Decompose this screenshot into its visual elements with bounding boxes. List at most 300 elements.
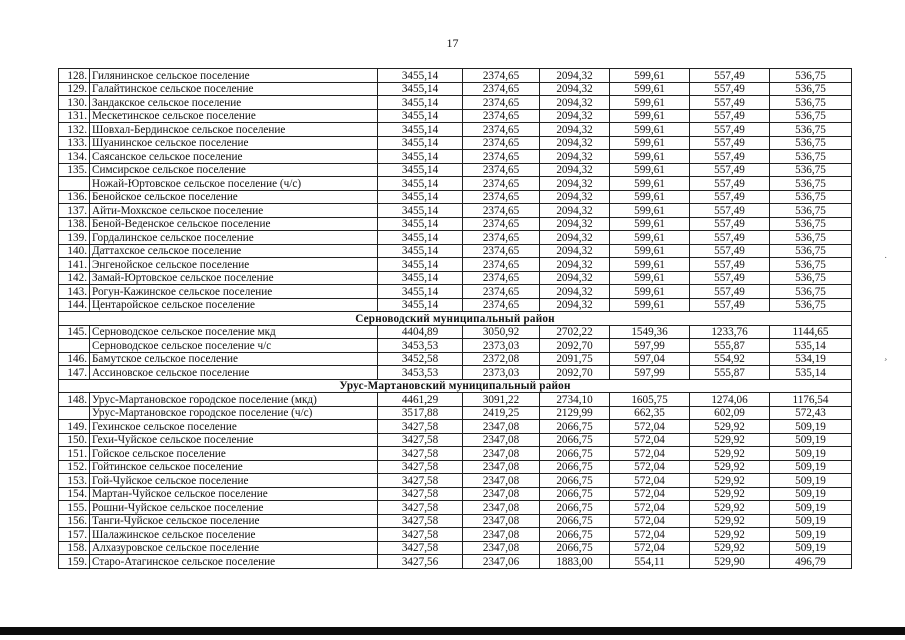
value-cell: 3427,56: [378, 555, 463, 569]
section-title: Урус-Мартановский муниципальный район: [59, 379, 852, 393]
table-row: [59, 555, 852, 569]
value-cell: 509,19: [770, 420, 852, 434]
value-cell: 2347,08: [463, 474, 540, 488]
value-cell: 3427,58: [378, 541, 463, 555]
value-cell: 509,19: [770, 447, 852, 461]
value-cell: 572,04: [610, 447, 690, 461]
table-row: [59, 136, 852, 150]
value-cell: 2094,32: [540, 109, 610, 123]
row-number: 147.: [59, 366, 90, 380]
settlement-name: Замай-Юртовское сельское поселение: [90, 271, 378, 285]
settlement-name: Гехи-Чуйское сельское поселение: [90, 433, 378, 447]
settlement-name: Ножай-Юртовское сельское поселение (ч/с): [90, 177, 378, 191]
value-cell: 529,90: [690, 555, 770, 569]
table-row: [59, 393, 852, 407]
value-cell: 599,61: [610, 231, 690, 245]
settlement-name: Галайтинское сельское поселение: [90, 82, 378, 96]
value-cell: 599,61: [610, 123, 690, 137]
value-cell: 557,49: [690, 163, 770, 177]
scan-bottom-edge: [0, 627, 905, 635]
value-cell: 3517,88: [378, 406, 463, 420]
value-cell: 599,61: [610, 109, 690, 123]
table-row: [59, 501, 852, 515]
row-number: 151.: [59, 447, 90, 461]
value-cell: 2374,65: [463, 298, 540, 312]
value-cell: 509,19: [770, 514, 852, 528]
value-cell: 496,79: [770, 555, 852, 569]
value-cell: 2066,75: [540, 487, 610, 501]
value-cell: 3455,14: [378, 69, 463, 83]
value-cell: 509,19: [770, 460, 852, 474]
value-cell: 1144,65: [770, 325, 852, 339]
row-number: 139.: [59, 231, 90, 245]
value-cell: 2347,08: [463, 514, 540, 528]
scan-speck: ˙: [884, 256, 888, 267]
value-cell: 3455,14: [378, 271, 463, 285]
row-number: 142.: [59, 271, 90, 285]
settlement-name: Шалажинское сельское поселение: [90, 528, 378, 542]
value-cell: 557,49: [690, 258, 770, 272]
value-cell: 599,61: [610, 96, 690, 110]
settlement-name: Урус-Мартановское городское поселение (мкд): [90, 393, 378, 407]
value-cell: 2374,65: [463, 109, 540, 123]
table-row: [59, 433, 852, 447]
settlement-name: Зандакское сельское поселение: [90, 96, 378, 110]
value-cell: 3455,14: [378, 177, 463, 191]
settlement-name: Алхазуровское сельское поселение: [90, 541, 378, 555]
value-cell: 2129,99: [540, 406, 610, 420]
value-cell: 3427,58: [378, 501, 463, 515]
value-cell: 529,92: [690, 501, 770, 515]
value-cell: 557,49: [690, 298, 770, 312]
value-cell: 2094,32: [540, 217, 610, 231]
value-cell: 597,99: [610, 339, 690, 353]
value-cell: 557,49: [690, 217, 770, 231]
table-row: [59, 339, 852, 353]
row-number: 155.: [59, 501, 90, 515]
value-cell: 557,49: [690, 271, 770, 285]
settlement-name: Беной-Веденское сельское поселение: [90, 217, 378, 231]
value-cell: 2347,08: [463, 460, 540, 474]
table-row: [59, 474, 852, 488]
row-number: 134.: [59, 150, 90, 164]
value-cell: 3455,14: [378, 285, 463, 299]
settlement-name: Мартан-Чуйское сельское поселение: [90, 487, 378, 501]
value-cell: 534,19: [770, 352, 852, 366]
value-cell: 2094,32: [540, 204, 610, 218]
settlement-name: Бамутское сельское поселение: [90, 352, 378, 366]
value-cell: 3455,14: [378, 123, 463, 137]
settlement-name: Центаройское сельское поселение: [90, 298, 378, 312]
row-number: 148.: [59, 393, 90, 407]
settlement-name: Серноводское сельское поселение мкд: [90, 325, 378, 339]
settlement-name: Рогун-Кажинское сельское поселение: [90, 285, 378, 299]
table-row: [59, 325, 852, 339]
value-cell: 529,92: [690, 541, 770, 555]
value-cell: 3455,14: [378, 298, 463, 312]
settlement-name: Саясанское сельское поселение: [90, 150, 378, 164]
table-row: [59, 96, 852, 110]
value-cell: 2066,75: [540, 474, 610, 488]
value-cell: 3455,14: [378, 190, 463, 204]
value-cell: 572,43: [770, 406, 852, 420]
value-cell: 3455,14: [378, 150, 463, 164]
table-row: [59, 541, 852, 555]
value-cell: 2374,65: [463, 177, 540, 191]
value-cell: 2374,65: [463, 231, 540, 245]
row-number: 156.: [59, 514, 90, 528]
value-cell: 2094,32: [540, 298, 610, 312]
section-header-row: [59, 312, 852, 326]
value-cell: 536,75: [770, 271, 852, 285]
value-cell: 509,19: [770, 541, 852, 555]
value-cell: 599,61: [610, 258, 690, 272]
table-row: [59, 487, 852, 501]
table-row: [59, 460, 852, 474]
value-cell: 536,75: [770, 163, 852, 177]
value-cell: 2347,08: [463, 433, 540, 447]
table-row: [59, 352, 852, 366]
value-cell: 2094,32: [540, 163, 610, 177]
table-row: [59, 298, 852, 312]
value-cell: 554,92: [690, 352, 770, 366]
value-cell: 536,75: [770, 204, 852, 218]
value-cell: 3091,22: [463, 393, 540, 407]
value-cell: 1883,00: [540, 555, 610, 569]
value-cell: 2094,32: [540, 96, 610, 110]
value-cell: 599,61: [610, 150, 690, 164]
settlement-name: Шовхал-Бердинское сельское поселение: [90, 123, 378, 137]
row-number: 130.: [59, 96, 90, 110]
table-row: [59, 420, 852, 434]
table-row: [59, 82, 852, 96]
value-cell: 529,92: [690, 420, 770, 434]
table-row: [59, 123, 852, 137]
value-cell: 529,92: [690, 447, 770, 461]
value-cell: 2374,65: [463, 163, 540, 177]
value-cell: 3427,58: [378, 474, 463, 488]
value-cell: 2374,65: [463, 217, 540, 231]
value-cell: 599,61: [610, 271, 690, 285]
value-cell: 2066,75: [540, 501, 610, 515]
value-cell: 535,14: [770, 366, 852, 380]
settlement-name: Бенойское сельское поселение: [90, 190, 378, 204]
value-cell: 1274,06: [690, 393, 770, 407]
table-body: [59, 69, 852, 569]
value-cell: 536,75: [770, 258, 852, 272]
value-cell: 2094,32: [540, 150, 610, 164]
value-cell: 4404,89: [378, 325, 463, 339]
settlement-name: Гехинское сельское поселение: [90, 420, 378, 434]
value-cell: 2374,65: [463, 190, 540, 204]
value-cell: 536,75: [770, 231, 852, 245]
row-number: 128.: [59, 69, 90, 83]
settlement-name: Гордалинское сельское поселение: [90, 231, 378, 245]
row-number: 150.: [59, 433, 90, 447]
value-cell: 3455,14: [378, 96, 463, 110]
value-cell: 2094,32: [540, 285, 610, 299]
settlement-name: Урус-Мартановское городское поселение (ч/с): [90, 406, 378, 420]
value-cell: 536,75: [770, 285, 852, 299]
value-cell: 557,49: [690, 136, 770, 150]
row-number: 146.: [59, 352, 90, 366]
value-cell: 3427,58: [378, 487, 463, 501]
settlement-name: Танги-Чуйское сельское поселение: [90, 514, 378, 528]
value-cell: 536,75: [770, 69, 852, 83]
value-cell: 2374,65: [463, 150, 540, 164]
settlement-name: Ассиновское сельское поселение: [90, 366, 378, 380]
row-number: 129.: [59, 82, 90, 96]
value-cell: 2734,10: [540, 393, 610, 407]
page-number: 17: [446, 36, 459, 50]
value-cell: 2066,75: [540, 514, 610, 528]
row-number: 158.: [59, 541, 90, 555]
value-cell: 572,04: [610, 514, 690, 528]
settlement-name: Айти-Мохкское сельское поселение: [90, 204, 378, 218]
row-number: [59, 339, 90, 353]
value-cell: 557,49: [690, 231, 770, 245]
value-cell: 599,61: [610, 177, 690, 191]
table-row: [59, 163, 852, 177]
row-number: 143.: [59, 285, 90, 299]
value-cell: 599,61: [610, 190, 690, 204]
settlement-name: Симсирское сельское поселение: [90, 163, 378, 177]
settlement-name: Серноводское сельское поселение ч/с: [90, 339, 378, 353]
value-cell: 557,49: [690, 109, 770, 123]
table-row: [59, 528, 852, 542]
value-cell: 2347,08: [463, 447, 540, 461]
value-cell: 599,61: [610, 298, 690, 312]
value-cell: 597,99: [610, 366, 690, 380]
row-number: 133.: [59, 136, 90, 150]
value-cell: 509,19: [770, 501, 852, 515]
table-row: [59, 514, 852, 528]
row-number: 131.: [59, 109, 90, 123]
table-row: [59, 285, 852, 299]
value-cell: 557,49: [690, 96, 770, 110]
value-cell: 3427,58: [378, 460, 463, 474]
value-cell: 536,75: [770, 244, 852, 258]
value-cell: 529,92: [690, 433, 770, 447]
row-number: 138.: [59, 217, 90, 231]
row-number: 154.: [59, 487, 90, 501]
settlement-name: Рошни-Чуйское сельское поселение: [90, 501, 378, 515]
value-cell: 557,49: [690, 177, 770, 191]
value-cell: 554,11: [610, 555, 690, 569]
row-number: [59, 406, 90, 420]
value-cell: 2374,65: [463, 82, 540, 96]
settlement-name: Гой-Чуйское сельское поселение: [90, 474, 378, 488]
value-cell: 3427,58: [378, 433, 463, 447]
value-cell: 2094,32: [540, 82, 610, 96]
value-cell: 536,75: [770, 190, 852, 204]
value-cell: 3455,14: [378, 109, 463, 123]
value-cell: 536,75: [770, 150, 852, 164]
value-cell: 599,61: [610, 136, 690, 150]
value-cell: 2091,75: [540, 352, 610, 366]
value-cell: 599,61: [610, 204, 690, 218]
value-cell: 2374,65: [463, 136, 540, 150]
row-number: 153.: [59, 474, 90, 488]
value-cell: 3427,58: [378, 514, 463, 528]
value-cell: 3455,14: [378, 217, 463, 231]
value-cell: 557,49: [690, 204, 770, 218]
value-cell: 2094,32: [540, 136, 610, 150]
row-number: 144.: [59, 298, 90, 312]
table-row: [59, 150, 852, 164]
value-cell: 599,61: [610, 69, 690, 83]
settlement-name: Энгенойское сельское поселение: [90, 258, 378, 272]
value-cell: 2374,65: [463, 285, 540, 299]
value-cell: 2066,75: [540, 541, 610, 555]
value-cell: 557,49: [690, 69, 770, 83]
row-number: 152.: [59, 460, 90, 474]
row-number: 141.: [59, 258, 90, 272]
value-cell: 599,61: [610, 163, 690, 177]
value-cell: 2094,32: [540, 271, 610, 285]
value-cell: 4461,29: [378, 393, 463, 407]
value-cell: 2094,32: [540, 244, 610, 258]
settlement-name: Гилянинское сельское поселение: [90, 69, 378, 83]
value-cell: 509,19: [770, 474, 852, 488]
row-number: 140.: [59, 244, 90, 258]
table-row: [59, 231, 852, 245]
value-cell: 2374,65: [463, 69, 540, 83]
value-cell: 2374,65: [463, 96, 540, 110]
value-cell: 555,87: [690, 366, 770, 380]
value-cell: 2374,65: [463, 271, 540, 285]
value-cell: 3455,14: [378, 204, 463, 218]
value-cell: 536,75: [770, 82, 852, 96]
value-cell: 572,04: [610, 528, 690, 542]
value-cell: 1549,36: [610, 325, 690, 339]
table-row: [59, 204, 852, 218]
value-cell: 2347,06: [463, 555, 540, 569]
value-cell: 3050,92: [463, 325, 540, 339]
value-cell: 2066,75: [540, 420, 610, 434]
value-cell: 3427,58: [378, 528, 463, 542]
value-cell: 2347,08: [463, 528, 540, 542]
table-row: [59, 366, 852, 380]
value-cell: 599,61: [610, 285, 690, 299]
value-cell: 2347,08: [463, 541, 540, 555]
value-cell: 536,75: [770, 123, 852, 137]
value-cell: 2347,08: [463, 420, 540, 434]
value-cell: 572,04: [610, 474, 690, 488]
value-cell: 2066,75: [540, 433, 610, 447]
value-cell: 557,49: [690, 244, 770, 258]
value-cell: 2094,32: [540, 177, 610, 191]
table-row: [59, 69, 852, 83]
value-cell: 535,14: [770, 339, 852, 353]
value-cell: 2374,65: [463, 123, 540, 137]
value-cell: 572,04: [610, 420, 690, 434]
value-cell: 3455,14: [378, 82, 463, 96]
row-number: 159.: [59, 555, 90, 569]
value-cell: 599,61: [610, 82, 690, 96]
table-row: [59, 109, 852, 123]
value-cell: 2374,65: [463, 244, 540, 258]
value-cell: 1176,54: [770, 393, 852, 407]
value-cell: 2374,65: [463, 258, 540, 272]
value-cell: 572,04: [610, 433, 690, 447]
table-row: [59, 244, 852, 258]
row-number: 132.: [59, 123, 90, 137]
row-number: 135.: [59, 163, 90, 177]
value-cell: 536,75: [770, 109, 852, 123]
section-title: Серноводский муниципальный район: [59, 312, 852, 326]
table-row: [59, 217, 852, 231]
value-cell: 2094,32: [540, 190, 610, 204]
row-number: 157.: [59, 528, 90, 542]
section-header-row: [59, 379, 852, 393]
value-cell: 2092,70: [540, 366, 610, 380]
settlement-name: Мескетинское сельское поселение: [90, 109, 378, 123]
value-cell: 3455,14: [378, 163, 463, 177]
value-cell: 2094,32: [540, 69, 610, 83]
table-row: [59, 406, 852, 420]
value-cell: 1233,76: [690, 325, 770, 339]
settlement-name: Даттахское сельское поселение: [90, 244, 378, 258]
value-cell: 2094,32: [540, 231, 610, 245]
value-cell: 3455,14: [378, 231, 463, 245]
value-cell: 2702,22: [540, 325, 610, 339]
value-cell: 529,92: [690, 474, 770, 488]
row-number: 149.: [59, 420, 90, 434]
value-cell: 557,49: [690, 190, 770, 204]
value-cell: 536,75: [770, 136, 852, 150]
value-cell: 529,92: [690, 487, 770, 501]
value-cell: 536,75: [770, 96, 852, 110]
value-cell: 3455,14: [378, 136, 463, 150]
value-cell: 2374,65: [463, 204, 540, 218]
value-cell: 599,61: [610, 244, 690, 258]
value-cell: 509,19: [770, 487, 852, 501]
settlement-name: Гойское сельское поселение: [90, 447, 378, 461]
value-cell: 557,49: [690, 82, 770, 96]
value-cell: 662,35: [610, 406, 690, 420]
value-cell: 1605,75: [610, 393, 690, 407]
table-row: [59, 271, 852, 285]
value-cell: 3455,14: [378, 258, 463, 272]
value-cell: 509,19: [770, 528, 852, 542]
table-row: [59, 258, 852, 272]
value-cell: 572,04: [610, 460, 690, 474]
value-cell: 2373,03: [463, 366, 540, 380]
value-cell: 2094,32: [540, 258, 610, 272]
value-cell: 3427,58: [378, 447, 463, 461]
value-cell: 557,49: [690, 123, 770, 137]
value-cell: 555,87: [690, 339, 770, 353]
value-cell: 3452,58: [378, 352, 463, 366]
value-cell: 536,75: [770, 217, 852, 231]
value-cell: 2066,75: [540, 460, 610, 474]
value-cell: 557,49: [690, 150, 770, 164]
value-cell: 509,19: [770, 433, 852, 447]
value-cell: 3453,53: [378, 366, 463, 380]
row-number: 145.: [59, 325, 90, 339]
value-cell: 557,49: [690, 285, 770, 299]
settlement-name: Старо-Атагинское сельское поселение: [90, 555, 378, 569]
value-cell: 3427,58: [378, 420, 463, 434]
value-cell: 529,92: [690, 514, 770, 528]
value-cell: 602,09: [690, 406, 770, 420]
scan-speck: ¸: [884, 350, 888, 361]
tariff-table: [58, 68, 852, 569]
value-cell: 536,75: [770, 298, 852, 312]
row-number: [59, 177, 90, 191]
settlement-name: Шуанинское сельское поселение: [90, 136, 378, 150]
